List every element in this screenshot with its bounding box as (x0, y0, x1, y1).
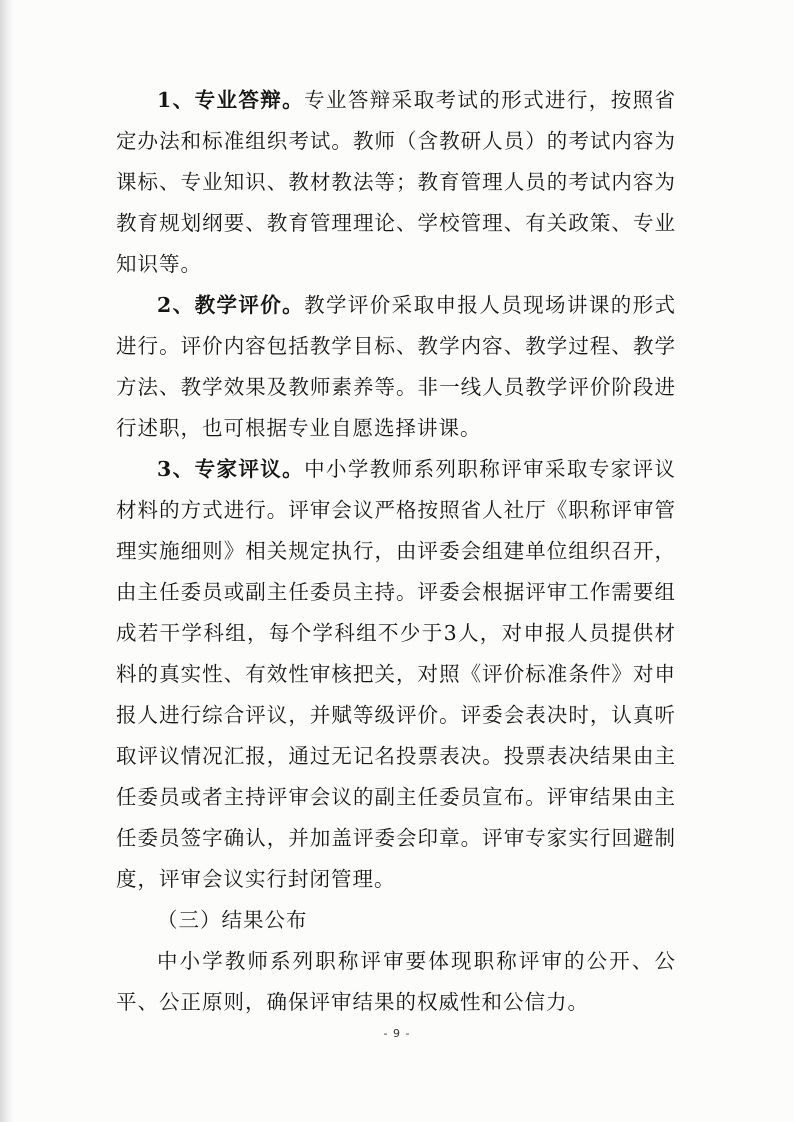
paragraph-text: 中小学教师系列职称评审采取专家评议材料的方式进行。评审会议严格按照省人社厅《职称评审管理实施细则》相关规定执行，由评委会组建单位组织召开，由主任委员或副主任委员主持。评委会根据评审工作需要组成若干学科组，每个学科组不少于3人，对申报人员提供材料的真实性、有效性审核把关，对照《评价标准条件》对申报人进行综合评议，并赋等级评价。评委会表决时，认真听取评议情况汇报，通过无记名投票表决。投票表决结果由主任委员或者主持评审会议的副主任委员宣布。评审结果由主任委员签字确认，并加盖评委会印章。评审专家实行回避制度，评审会议实行封闭管理。 (116, 457, 677, 891)
paragraph-lead: 1、专业答辩。 (157, 88, 305, 112)
paragraph-teaching-evaluation (116, 285, 676, 449)
paragraph-lead: 2、教学评价。 (157, 293, 305, 317)
paragraph-text: 专业答辩采取考试的形式进行，按照省定办法和标准组织考试。教师（含教研人员）的考试内容为课标、专业知识、教材教法等；教育管理人员的考试内容为教育规划纲要、教育管理理论、学校管理、有关政策、专业知识等。 (116, 88, 677, 276)
paragraph-lead: 3、专家评议。 (157, 457, 305, 481)
paragraph-expert-review (116, 449, 676, 900)
page-number: - 9 - (383, 1027, 411, 1040)
section-heading: （三）结果公布 (157, 908, 308, 932)
paragraph-text: 教学评价采取申报人员现场讲课的形式进行。评价内容包括教学目标、教学内容、教学过程、教学方法、教学效果及教师素养等。非一线人员教学评价阶段进行述职，也可根据专业自愿选择讲课。 (116, 293, 677, 440)
page-edge-shadow (0, 0, 14, 1122)
document-body (116, 80, 676, 1023)
paragraph-result-announcement: 中小学教师系列职称评审要体现职称评审的公开、公平、公正原则，确保评审结果的权威性和公信力。 (116, 949, 676, 1014)
paragraph-professional-defense (116, 80, 676, 285)
